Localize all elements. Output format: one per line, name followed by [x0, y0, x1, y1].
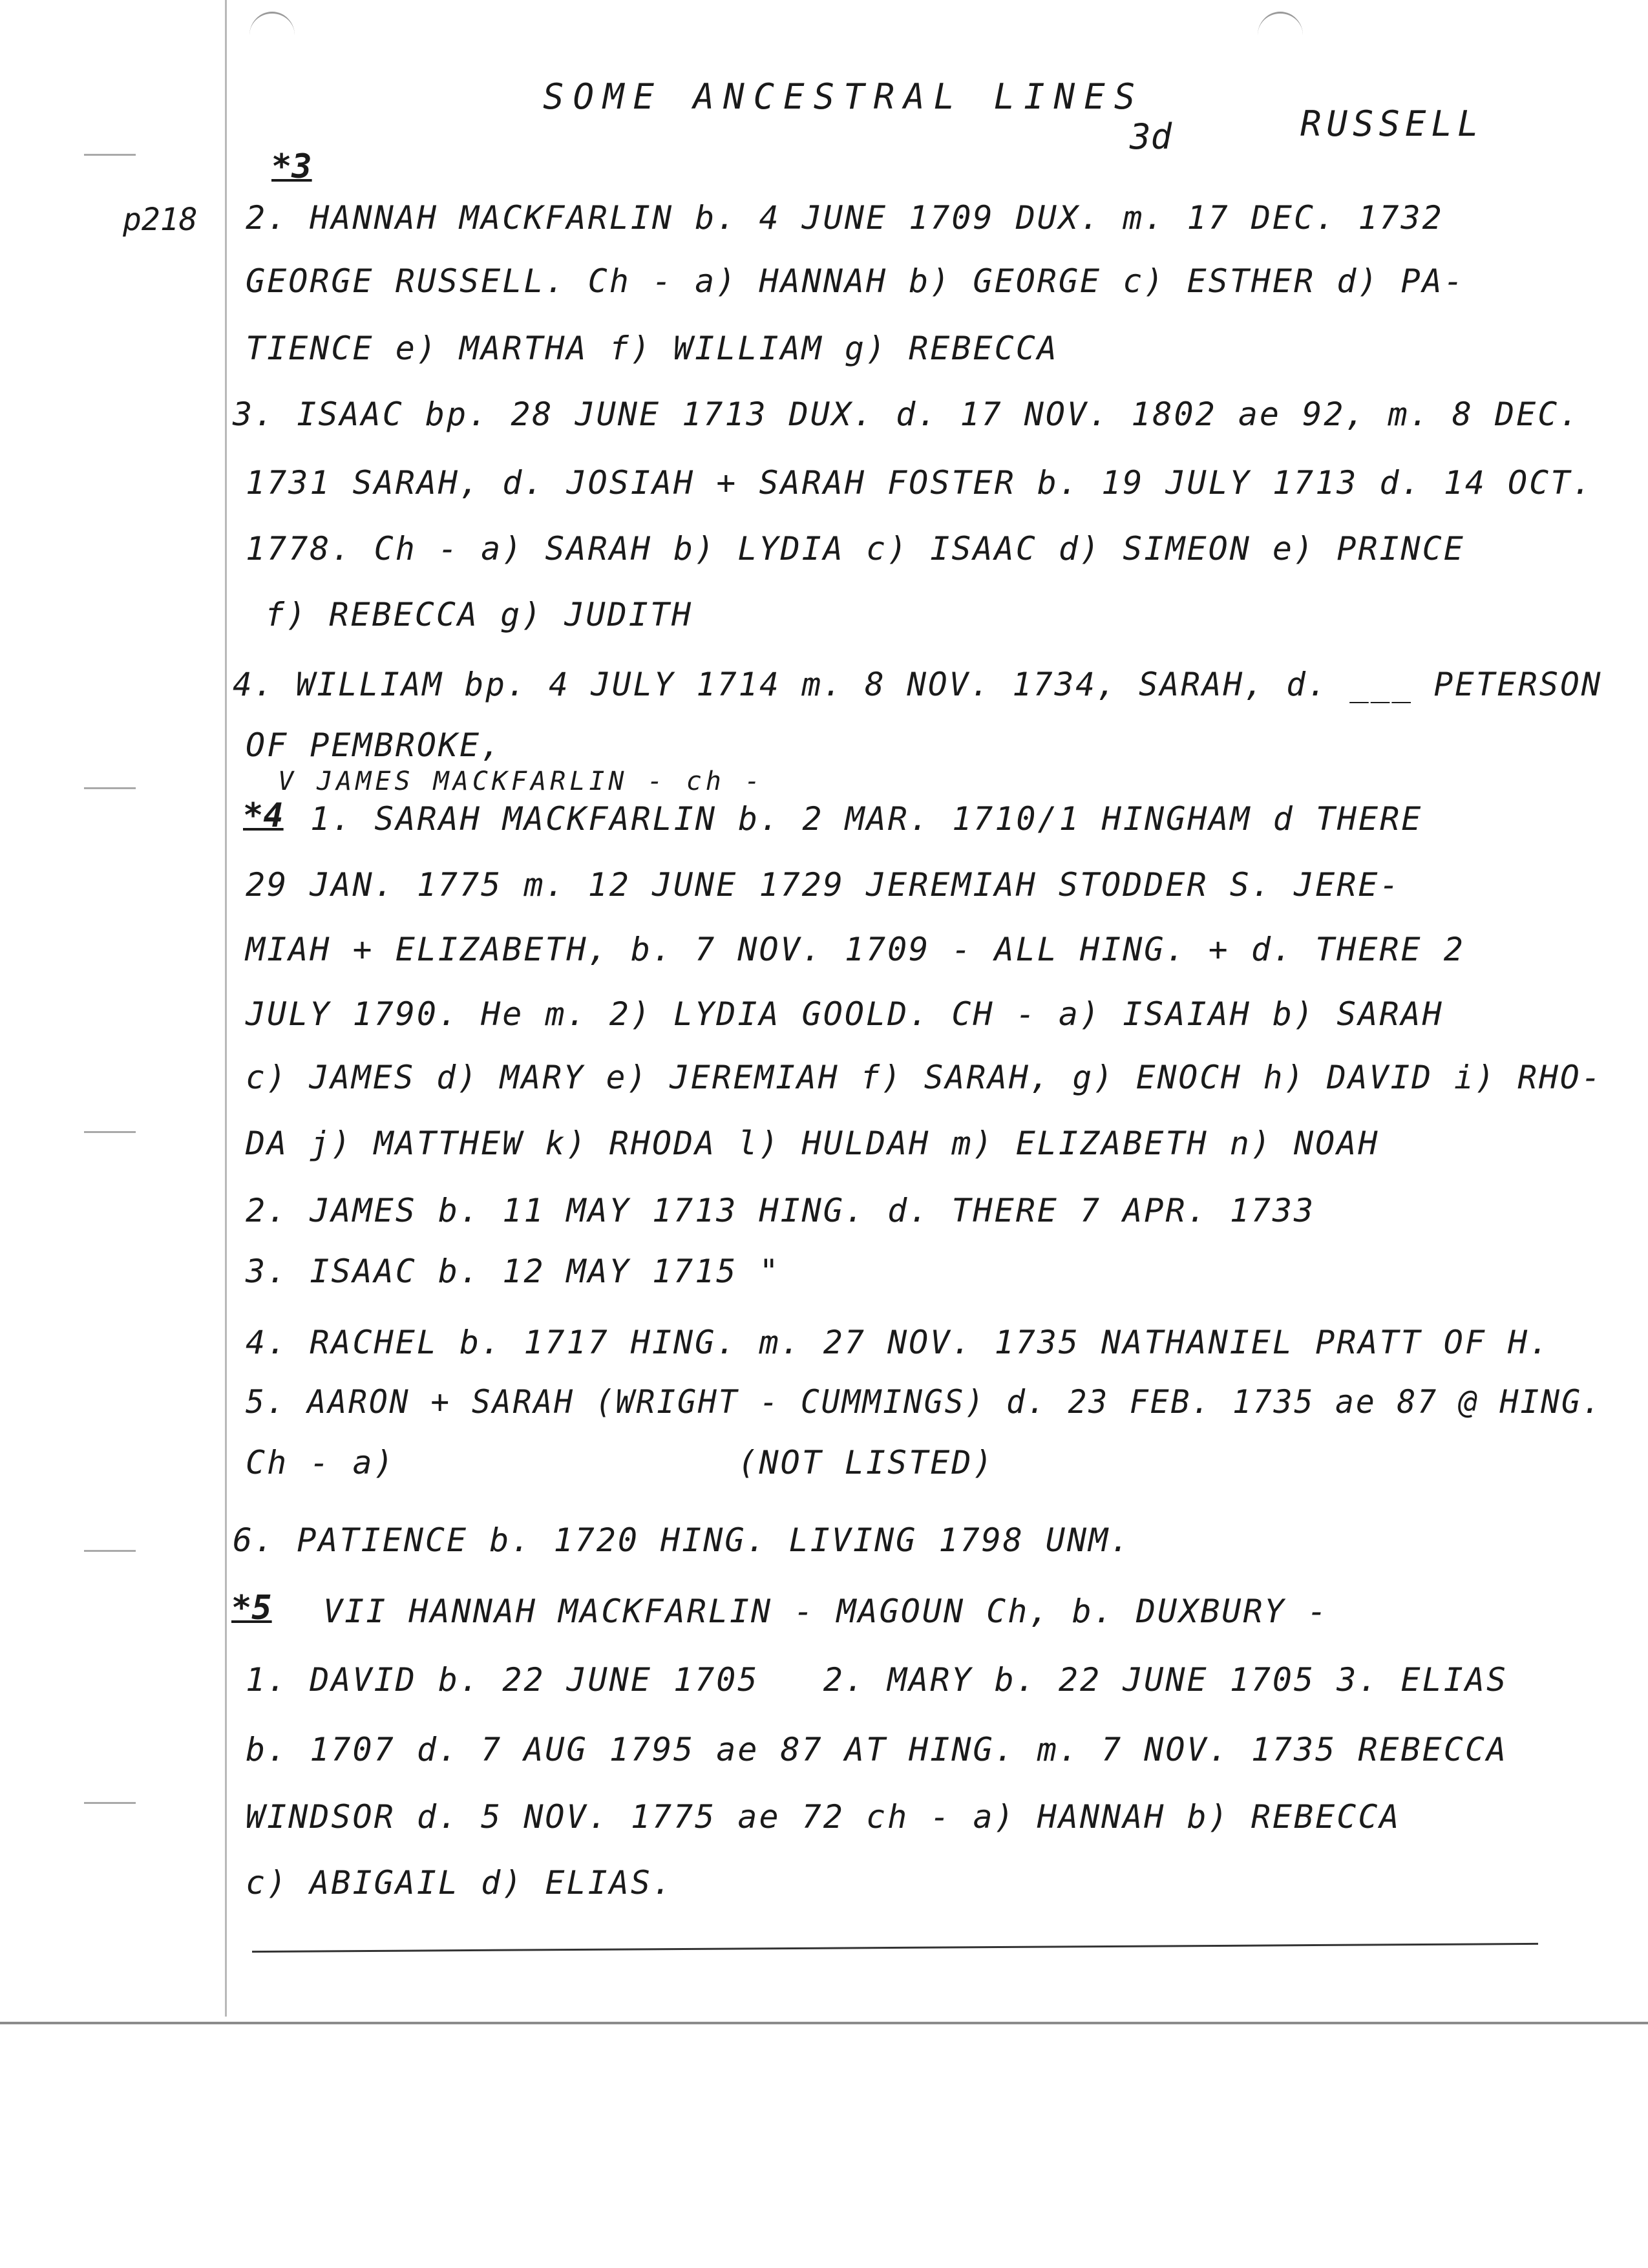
- text-line: 1. DAVID b. 22 JUNE 1705 2. MARY b. 22 JUNE 1705 3. ELIAS: [246, 1661, 1508, 1699]
- text-line: 2. JAMES b. 11 MAY 1713 HING. d. THERE 7 APR. 1733: [246, 1192, 1316, 1229]
- text-line: 3. ISAAC b. 12 MAY 1715 ": [246, 1253, 781, 1290]
- section-marker-3: *3: [271, 147, 312, 186]
- text-line: Ch - a) (NOT LISTED): [246, 1444, 995, 1481]
- text-line: 3. ISAAC bp. 28 JUNE 1713 DUX. d. 17 NOV. 1802 ae 92, m. 8 DEC.: [233, 396, 1581, 433]
- section-marker-5: *5: [231, 1589, 272, 1627]
- title-suffix: 3d: [1130, 116, 1172, 157]
- margin-tick: [84, 1131, 136, 1133]
- margin-tick: [84, 787, 136, 789]
- page-bottom-rule: [0, 2022, 1648, 2024]
- page-title: SOME ANCESTRAL LINES: [543, 76, 1145, 117]
- text-line: c) JAMES d) MARY e) JEREMIAH f) SARAH, g) ENOCH h) DAVID i) RHO-: [246, 1059, 1603, 1096]
- margin-tick: [84, 154, 136, 156]
- text-line: 5. AARON + SARAH (WRIGHT - CUMMINGS) d. 23 FEB. 1735 ae 87 @ HING.: [246, 1383, 1603, 1421]
- punch-hole-right: [1258, 12, 1303, 59]
- text-line: OF PEMBROKE,: [246, 726, 503, 764]
- text-line: VII HANNAH MACKFARLIN - MAGOUN Ch, b. DUXBURY -: [323, 1593, 1329, 1630]
- text-line: b. 1707 d. 7 AUG 1795 ae 87 AT HING. m. 7 NOV. 1735 REBECCA: [246, 1731, 1508, 1768]
- text-line: 2. HANNAH MACKFARLIN b. 4 JUNE 1709 DUX. m. 17 DEC. 1732: [246, 199, 1444, 237]
- punch-hole-left: [249, 12, 295, 59]
- text-line: 1731 SARAH, d. JOSIAH + SARAH FOSTER b. 19 JULY 1713 d. 14 OCT.: [246, 464, 1594, 502]
- text-line: 29 JAN. 1775 m. 12 JUNE 1729 JEREMIAH STODDER S. JERE-: [246, 866, 1401, 904]
- text-line: TIENCE e) MARTHA f) WILLIAM g) REBECCA: [246, 330, 1059, 367]
- text-line: 1778. Ch - a) SARAH b) LYDIA c) ISAAC d) SIMEON e) PRINCE: [246, 530, 1465, 567]
- text-line: DA j) MATTHEW k) RHODA l) HULDAH m) ELIZABETH n) NOAH: [246, 1125, 1380, 1162]
- text-line: WINDSOR d. 5 NOV. 1775 ae 72 ch - a) HANNAH b) REBECCA: [246, 1798, 1401, 1836]
- text-line: MIAH + ELIZABETH, b. 7 NOV. 1709 - ALL HING. + d. THERE 2: [246, 931, 1465, 968]
- text-line: JULY 1790. He m. 2) LYDIA GOOLD. CH - a) ISAIAH b) SARAH: [246, 995, 1444, 1033]
- text-line: c) ABIGAIL d) ELIAS.: [246, 1864, 674, 1902]
- text-line: 4. WILLIAM bp. 4 JULY 1714 m. 8 NOV. 1734, SARAH, d. ___ PETERSON: [233, 666, 1603, 703]
- interline-heading: V JAMES MACKFARLIN - ch -: [278, 767, 765, 796]
- text-line: 4. RACHEL b. 1717 HING. m. 27 NOV. 1735 NATHANIEL PRATT OF H.: [246, 1324, 1551, 1361]
- text-line: f) REBECCA g) JUDITH: [265, 596, 693, 633]
- text-line: 1. SARAH MACKFARLIN b. 2 MAR. 1710/1 HINGHAM d THERE: [310, 800, 1423, 838]
- section-marker-4: *4: [243, 796, 284, 835]
- text-line: 6. PATIENCE b. 1720 HING. LIVING 1798 UNM.: [233, 1521, 1132, 1559]
- margin-tick: [84, 1550, 136, 1552]
- page-reference-note: p218: [123, 202, 198, 238]
- margin-rule: [225, 0, 227, 2017]
- hand-drawn-rule: [252, 1943, 1538, 1953]
- surname-heading: RUSSELL: [1300, 103, 1484, 144]
- margin-tick: [84, 1802, 136, 1804]
- text-line: GEORGE RUSSELL. Ch - a) HANNAH b) GEORGE c) ESTHER d) PA-: [246, 262, 1465, 300]
